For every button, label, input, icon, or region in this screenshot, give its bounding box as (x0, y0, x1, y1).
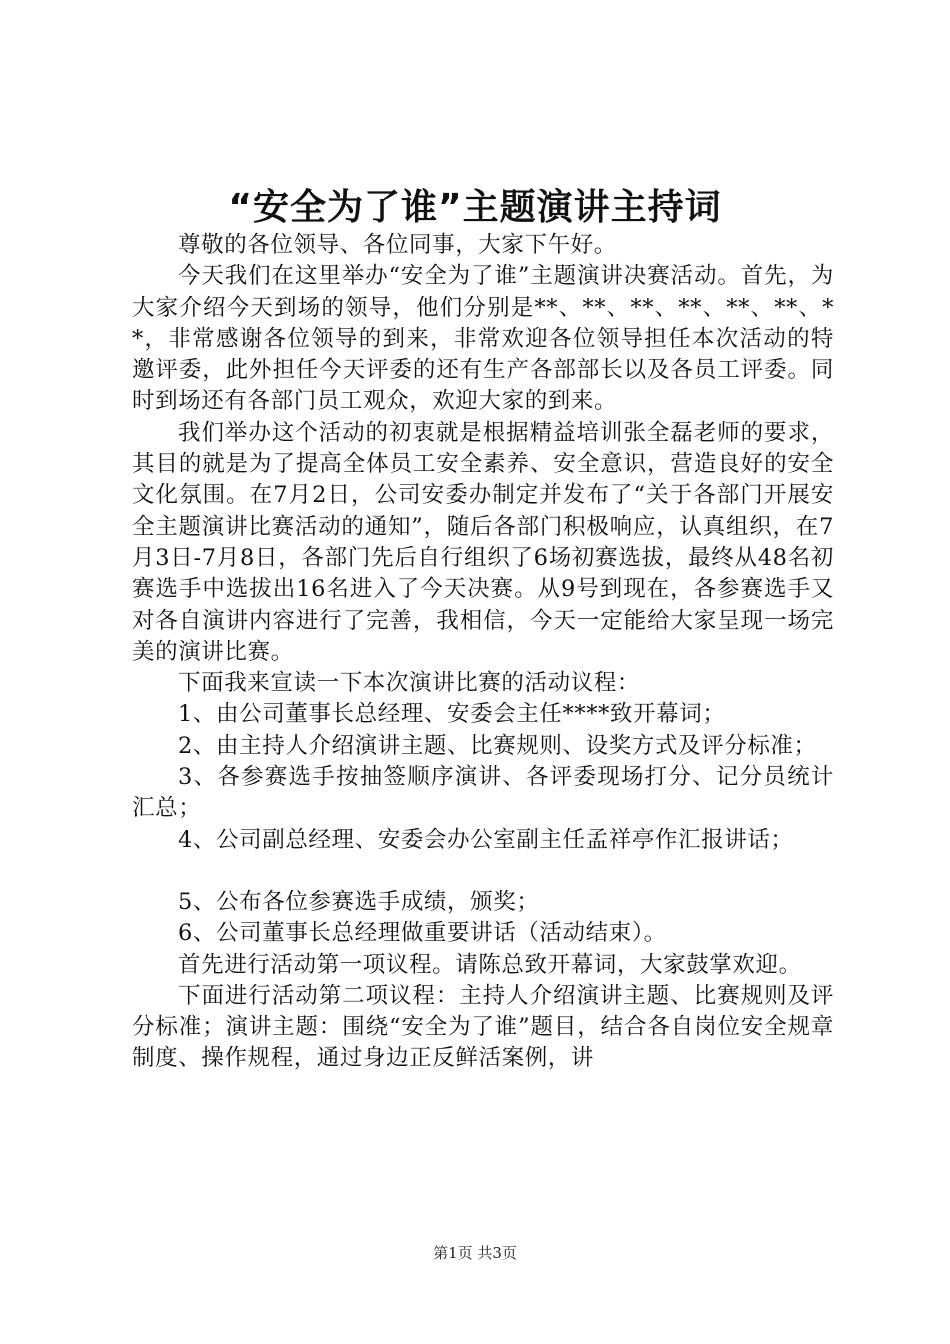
document-body (132, 230, 834, 1075)
agenda-item-1: 1、由公司董事长总经理、安委会主任****致开幕词； (178, 701, 726, 728)
page-footer: 第1页 共3页 (433, 1244, 517, 1262)
agenda-item-5: 5、公布各位参赛选手成绩，颁奖； (178, 888, 540, 915)
paragraph-first-item: 首先进行活动第一项议程。请陈总致开幕词，大家鼓掌欢迎。 (178, 951, 802, 978)
paragraph-greeting: 尊敬的各位领导、各位同事，大家下午好。 (178, 232, 617, 258)
agenda-item-4: 4、公司副总经理、安委会办公室副主任孟祥亭作汇报讲话； (178, 826, 794, 853)
document-title: “安全为了谁”主题演讲主持词 (228, 187, 722, 228)
paragraph-agenda-intro: 下面我来宣读一下本次演讲比赛的活动议程： (178, 670, 641, 697)
paragraph-second-item: 下面进行活动第二项议程：主持人介绍演讲主题、比赛规则及评分标准；演讲主题：围绕“安全为了谁”题目，结合各自岗位安全规章制度、操作规程，通过身边正反鲜活案例，讲 (132, 982, 834, 1072)
paragraph-purpose: 我们举办这个活动的初衷就是根据精益培训张全磊老师的要求，其目的就是为了提高全体员工安全素养、安全意识，营造良好的安全文化氛围。在7月2日，公司安委办制定并发布了“关于各部门开展安全主题演讲比赛活动的通知”，随后各部门积极响应，认真组织，在7月3日-7月8日，各部门先后自行组织了6场初赛选拔，最终从48名初赛选手中选拔出16名进入了今天决赛。从9号到现在，各参赛选手又对各自演讲内容进行了完善，我相信，今天一定能给大家呈现一场完美的演讲比赛。 (132, 419, 834, 665)
paragraph-introduction: 今天我们在这里举办“安全为了谁”主题演讲决赛活动。首先，为大家介绍今天到场的领导，他们分别是**、**、**、**、**、**、**，非常感谢各位领导的到来，非常欢迎各位领导担任本次活动的特邀评委，此外担任今天评委的还有生产各部部长以及各员工评委。同时到场还有各部门员工观众，欢迎大家的到来。 (132, 263, 834, 415)
agenda-item-2: 2、由主持人介绍演讲主题、比赛规则、设奖方式及评分标准； (178, 732, 817, 759)
agenda-item-6: 6、公司董事长总经理做重要讲话（活动结束）。 (178, 920, 667, 947)
agenda-item-3: 3、各参赛选手按抽签顺序演讲、各评委现场打分、记分员统计汇总； (132, 764, 834, 822)
